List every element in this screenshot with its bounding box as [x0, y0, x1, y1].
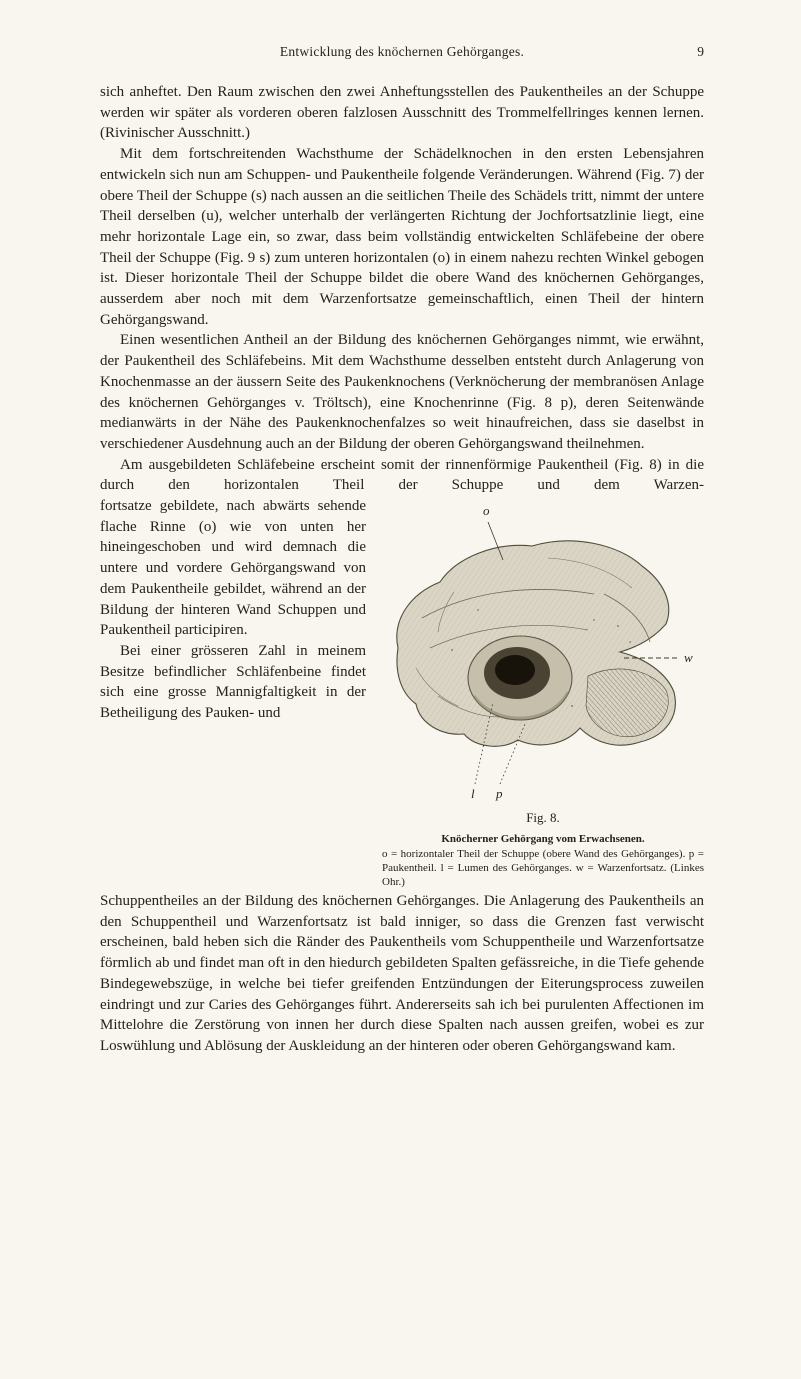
figure-caption — [382, 810, 704, 889]
figure-label-w: w — [684, 650, 693, 666]
figure-label-p: p — [496, 786, 503, 802]
page-number: 9 — [697, 44, 704, 59]
paragraph-growth-changes: Mit dem fortschreitenden Wachsthume der Schädelknochen in den ersten Lebensjahren entwickeln sich nun am Schuppen- und Paukentheile folgende Veränderungen. Während (Fig. 7) der obere Theil der Schuppe (s) nach aussen an die seitlichen Theile des Schädels tritt, nimmt der untere Theil derselben (u), welcher unterhalb der verlängerten Richtung der Jochfortsatzlinie liegt, eine mehr horizontale Lage ein, so zwar, dass beim vollständig entwickelten Schläfebeine der obere Theil der Schuppe (Fig. 9 s) zum unteren horizontalen (o) in einem nahezu rechten Winkel gebogen ist. Dieser horizontale Theil der Schuppe bildet die obere Wand des knöchernen Gehörganges, ausserdem aber noch mit dem Warzenfortsatze gemeinschaftlich, einen Theil der hintern Gehörgangswand. — [100, 146, 704, 328]
running-title: Entwicklung des knöchernen Gehörganges. — [279, 44, 525, 59]
figure-section — [100, 496, 704, 891]
paragraph-continuation: sich anheftet. Den Raum zwischen den zwei Anheftungsstellen des Paukentheiles an der Schuppe werden wir später als vorderen oberen falzlosen Ausschnitt des Trommelfellringes kennen lernen. (Rivinischer Ausschnitt.) — [100, 84, 704, 142]
paragraph-beside-figure: fortsatze gebildete, nach abwärts sehende flache Rinne (o) wie von unten her hineingeschoben und wird demnach die untere und vordere Gehörgangswand von dem Paukentheile gebildet, während an der Bildung der hinteren Wand Schuppen und Paukentheil participiren. — [100, 498, 366, 639]
paragraph-figure-intro: Am ausgebildeten Schläfebeine erscheint somit der rinnenförmige Paukentheil (Fig. 8) in die durch den horizontalen Theil der Schuppe und dem Warzen- — [100, 456, 704, 494]
page-header — [100, 44, 704, 64]
paragraph-beside-figure-2: Bei einer grösseren Zahl in meinem Besitze befindlicher Schläfenbeine findet sich eine grosse Mannigfaltigkeit in der Betheiligung des Pauken- und — [100, 642, 366, 722]
figure-label-l: l — [471, 786, 475, 802]
temporal-bone-engraving — [397, 541, 676, 746]
paragraph-paukentheil: Einen wesentlichen Antheil an der Bildung des knöchernen Gehörganges nimmt, wie erwähnt, der Paukentheil des Schläfebeins. Mit dem Wachsthume desselben entsteht durch Anlagerung von Knochenmasse an der äussern Seite des Paukenknochens (Verknöcherung der membranösen Anlage des knöchernen Gehörganges v. Tröltsch), eine Knochenrinne (Fig. 8 p), deren Seitenwände medianwärts in der Nähe des Paukenknochenfalzes so weit hinaufreichen, dass sie daselbst in verschiedener Ausdehnung auch an der Bildung der oberen Gehörgangswand theilnehmen. — [100, 332, 704, 452]
figure-number: Fig. 8. — [526, 810, 560, 826]
figure-8 — [382, 500, 704, 889]
figure-caption-heading: Knöcherner Gehörgang vom Erwachsenen. — [441, 833, 645, 846]
page-body — [100, 82, 704, 1057]
figure-illustration-temporal-bone — [382, 500, 704, 802]
figure-label-o: o — [483, 503, 490, 519]
figure-caption-body: o = horizontaler Theil der Schuppe (obere Wand des Gehörganges). p = Paukentheil. l = Lumen des Gehörganges. w = Warzenfortsatz. (Linkes Ohr.) — [382, 848, 704, 889]
paragraph-final: Schuppentheiles an der Bildung des knöchernen Gehörganges. Die Anlagerung des Paukentheils an den Schuppentheil und Warzenfortsatz ist bald inniger, so dass die Grenzen fast verwischt erscheinen, bald heben sich die Ränder des Paukentheils vom Schuppentheile und Warzenfortsatze förmlich ab und findet man oft in den hiedurch gebildeten Spalten gefässreiche, in die Tiefe gehende Bindegewebszüge, in welche bei tiefer greifenden Entzündungen der Eiterungsprocess zuweilen eindringt und zur Caries des Gehörganges führt. Andererseits sah ich bei purulenten Affectionen im Mittelohre die Zerstörung von innen her durch diese Spalten nach aussen greifen, wobei es zur Loswühlung und Ablösung der Auskleidung an der hinteren oder oberen Gehörgangswand kam. — [100, 893, 704, 1054]
